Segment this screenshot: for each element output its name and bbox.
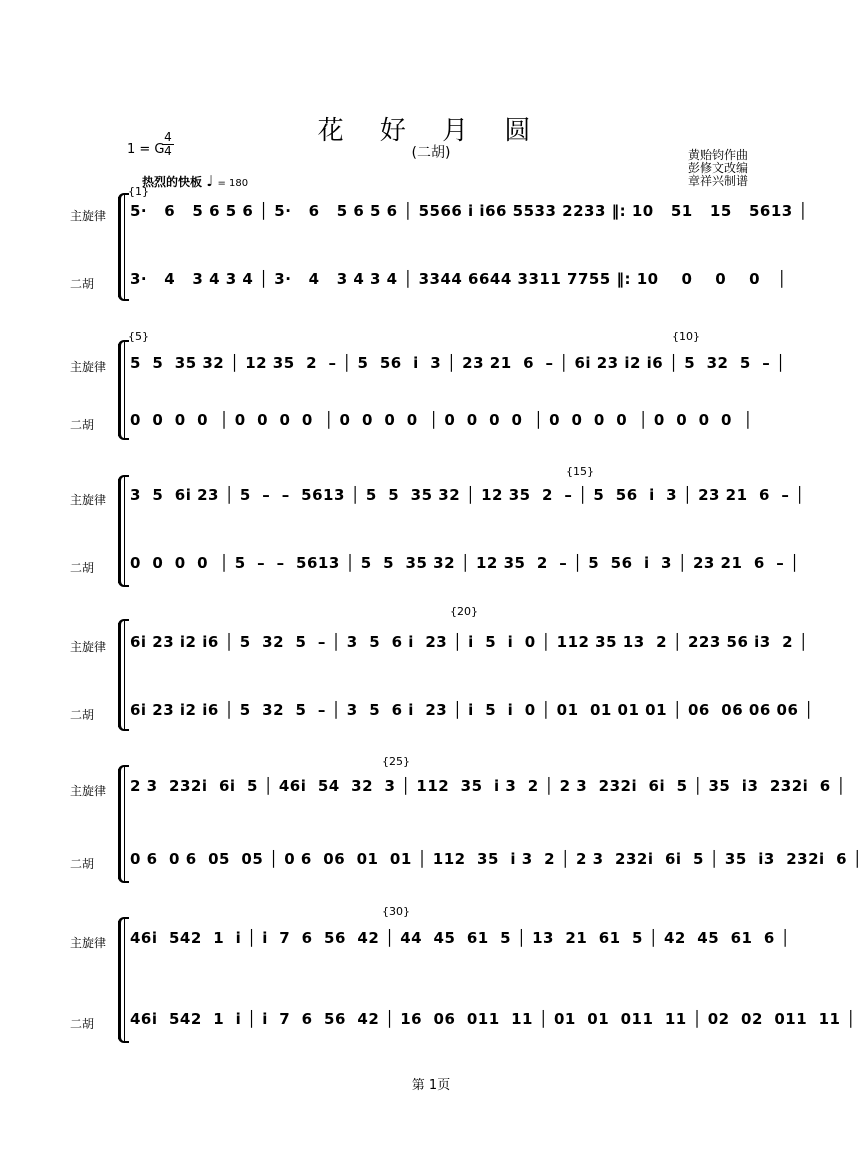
measure-number: {25} <box>382 755 410 768</box>
melody-line: 3 5 6i 23 │ 5 – – 5613 │ 5 5 35 32 │ 12 35 2 – │ 5 56 i 3 │ 23 21 6 – │ <box>130 486 805 504</box>
erhu-line: 46i 542 1 i │ i 7 6 56 42 │ 16 06 011 11 │ 01 01 011 11 │ 02 02 011 11 │ <box>130 1010 856 1028</box>
erhu-line: 0 0 0 0 │ 0 0 0 0 │ 0 0 0 0 │ 0 0 0 0 │ 0 0 0 0 │ 0 0 0 0 │ <box>130 411 753 429</box>
part-label-erhu: 二胡 <box>70 277 95 291</box>
credit-transcriber: 章祥兴制谱 <box>688 174 749 188</box>
page-subtitle: (二胡) <box>411 145 451 161</box>
part-label-erhu: 二胡 <box>70 561 95 575</box>
measure-number: {5} <box>128 330 149 343</box>
page-title: 花 好 月 圆 <box>317 116 545 146</box>
system-barline <box>124 342 125 438</box>
system-bracket <box>118 921 121 1039</box>
part-label-melody: 主旋律 <box>70 360 107 374</box>
erhu-line: 0 6 0 6 05 05 │ 0 6 06 01 01 │ 112 35 i 3 2 │ 2 3 232i 6i 5 │ 35 i3 232i 6 │ <box>130 850 862 868</box>
system-barline <box>124 767 125 881</box>
system-barline <box>124 477 125 585</box>
part-label-erhu: 二胡 <box>70 708 95 722</box>
credit-arranger: 彭修文改编 <box>688 161 749 175</box>
system-barline <box>124 919 125 1041</box>
meter-top: 4 <box>164 130 172 144</box>
measure-number: {20} <box>450 605 478 618</box>
system-bracket <box>118 344 121 436</box>
quarter-note-icon: ♩ <box>206 172 214 190</box>
part-label-melody: 主旋律 <box>70 936 107 950</box>
part-label-erhu: 二胡 <box>70 857 95 871</box>
time-signature <box>162 131 174 158</box>
tempo-value: = 180 <box>217 178 249 189</box>
credits <box>688 149 748 188</box>
system-barline <box>124 621 125 729</box>
measure-number: {1} <box>128 185 149 198</box>
key-signature: 1 = G <box>127 142 165 157</box>
part-label-erhu: 二胡 <box>70 418 95 432</box>
part-label-melody: 主旋律 <box>70 640 107 654</box>
erhu-line: 0 0 0 0 │ 5 – – 5613 │ 5 5 35 32 │ 12 35 2 – │ 5 56 i 3 │ 23 21 6 – │ <box>130 554 800 572</box>
erhu-line: 3· 4 3 4 3 4 │ 3· 4 3 4 3 4 │ 3344 6644 3311 7755 ‖: 10 0 0 0 │ <box>130 270 787 288</box>
part-label-melody: 主旋律 <box>70 493 107 507</box>
part-label-melody: 主旋律 <box>70 209 107 223</box>
system-bracket <box>118 197 121 297</box>
erhu-line: 6i 23 i2 i6 │ 5 32 5 – │ 3 5 6 i 23 │ i 5 i 0 │ 01 01 01 01 │ 06 06 06 06 │ <box>130 701 814 719</box>
part-label-melody: 主旋律 <box>70 784 107 798</box>
measure-number: {15} <box>566 465 594 478</box>
tempo-text: 热烈的快板 <box>142 175 203 189</box>
melody-line: 6i 23 i2 i6 │ 5 32 5 – │ 3 5 6 i 23 │ i 5 i 0 │ 112 35 13 2 │ 223 56 i3 2 │ <box>130 633 809 651</box>
part-label-erhu: 二胡 <box>70 1017 95 1031</box>
melody-line: 2 3 232i 6i 5 │ 46i 54 32 3 │ 112 35 i 3 2 │ 2 3 232i 6i 5 │ 35 i3 232i 6 │ <box>130 777 846 795</box>
melody-line: 46i 542 1 i │ i 7 6 56 42 │ 44 45 61 5 │ 13 21 61 5 │ 42 45 61 6 │ <box>130 929 791 947</box>
meter-bottom: 4 <box>162 144 174 158</box>
page-footer: 第 1页 <box>411 1078 451 1093</box>
system-bracket <box>118 623 121 727</box>
tempo-marking <box>142 172 248 190</box>
melody-line: 5· 6 5 6 5 6 │ 5· 6 5 6 5 6 │ 5566 i i66 5533 2233 ‖: 10 51 15 5613 │ <box>130 202 808 220</box>
measure-number: {10} <box>672 330 700 343</box>
system-barline <box>124 195 125 299</box>
system-bracket <box>118 479 121 583</box>
measure-number: {30} <box>382 905 410 918</box>
melody-line: 5 5 35 32 │ 12 35 2 – │ 5 56 i 3 │ 23 21 6 – │ 6i 23 i2 i6 │ 5 32 5 – │ <box>130 354 786 372</box>
system-bracket <box>118 769 121 879</box>
credit-composer: 黄贻钧作曲 <box>688 148 749 162</box>
